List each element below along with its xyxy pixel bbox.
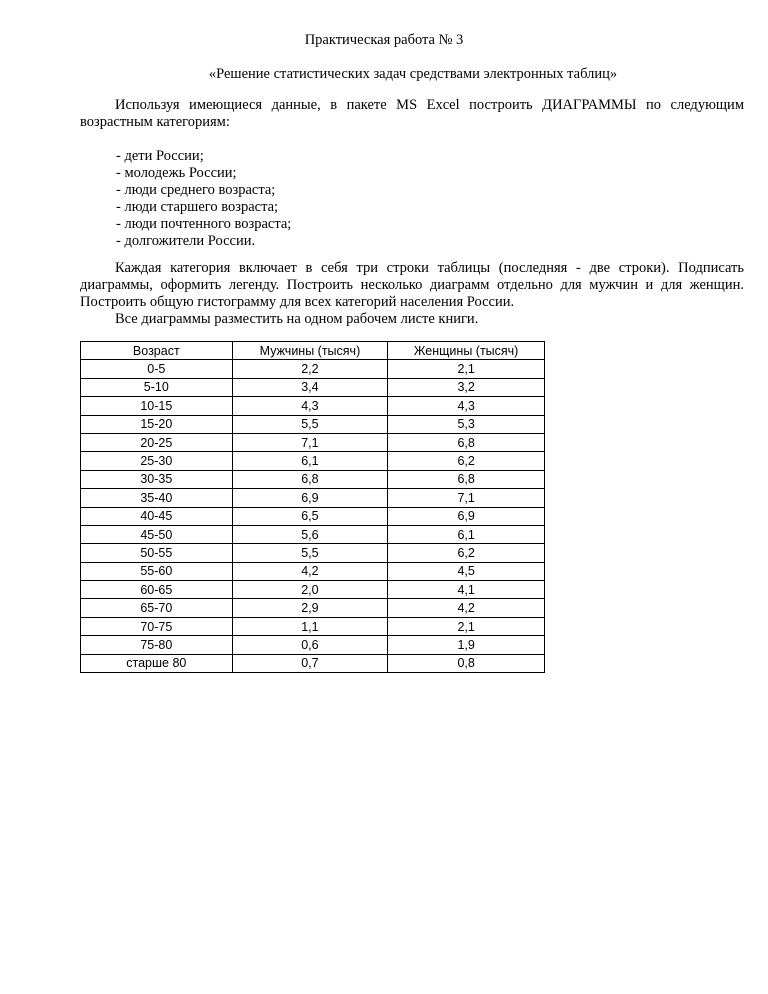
- list-item: - молодежь России;: [116, 165, 237, 181]
- cell-age: 35-40: [81, 489, 233, 507]
- cell-age: 40-45: [81, 507, 233, 525]
- list-item: - люди среднего возраста;: [116, 182, 276, 198]
- cell-men: 5,5: [232, 415, 388, 433]
- cell-age: 10-15: [81, 397, 233, 415]
- cell-women: 6,2: [388, 544, 545, 562]
- table-row: [81, 562, 545, 580]
- page-subtitle: «Решение статистических задач средствами электронных таблиц»: [208, 66, 618, 82]
- cell-age: 5-10: [81, 378, 233, 396]
- header-age: Возраст: [81, 342, 233, 360]
- cell-men: 0,6: [232, 636, 388, 654]
- cell-men: 2,2: [232, 360, 388, 378]
- table-row: [81, 360, 545, 378]
- cell-age: старше 80: [81, 654, 233, 672]
- cell-women: 2,1: [388, 617, 545, 635]
- population-table: [80, 341, 545, 673]
- table-row: [81, 378, 545, 396]
- cell-women: 5,3: [388, 415, 545, 433]
- cell-age: 50-55: [81, 544, 233, 562]
- cell-women: 3,2: [388, 378, 545, 396]
- list-item: - люди почтенного возраста;: [116, 216, 292, 232]
- category-list: [116, 148, 291, 250]
- list-item: - долгожители России.: [116, 233, 256, 249]
- table-header-row: [81, 342, 545, 360]
- cell-age: 25-30: [81, 452, 233, 470]
- cell-age: 65-70: [81, 599, 233, 617]
- intro-text: Используя имеющиеся данные, в пакете MS Excel построить ДИАГРАММЫ по следующим возрастным категориям:: [80, 97, 744, 130]
- cell-women: 4,1: [388, 581, 545, 599]
- cell-women: 6,2: [388, 452, 545, 470]
- cell-age: 45-50: [81, 525, 233, 543]
- table-row: [81, 525, 545, 543]
- cell-men: 5,6: [232, 525, 388, 543]
- page-title: Практическая работа № 3: [304, 32, 464, 48]
- cell-women: 4,2: [388, 599, 545, 617]
- cell-women: 4,3: [388, 397, 545, 415]
- instructions-text: Каждая категория включает в себя три строки таблицы (последняя - две строки). Подписать диаграммы, оформить легенду. Построить несколько диаграмм отдельно для мужчин и для женщин. Построить общую гистограмму для всех категорий населения России.: [80, 260, 744, 310]
- table-row: [81, 507, 545, 525]
- instructions-paragraph: [80, 260, 744, 311]
- intro-paragraph: [80, 97, 744, 131]
- table-row: [81, 489, 545, 507]
- table-row: [81, 452, 545, 470]
- cell-men: 6,5: [232, 507, 388, 525]
- table-row: [81, 397, 545, 415]
- cell-women: 0,8: [388, 654, 545, 672]
- table-row: [81, 636, 545, 654]
- cell-men: 5,5: [232, 544, 388, 562]
- cell-men: 6,1: [232, 452, 388, 470]
- cell-men: 3,4: [232, 378, 388, 396]
- table-row: [81, 581, 545, 599]
- cell-age: 70-75: [81, 617, 233, 635]
- placement-text: Все диаграммы разместить на одном рабочем листе книги.: [115, 311, 479, 327]
- table-row: [81, 470, 545, 488]
- cell-age: 15-20: [81, 415, 233, 433]
- cell-age: 75-80: [81, 636, 233, 654]
- cell-women: 1,9: [388, 636, 545, 654]
- cell-age: 20-25: [81, 433, 233, 451]
- cell-age: 55-60: [81, 562, 233, 580]
- cell-age: 30-35: [81, 470, 233, 488]
- cell-men: 0,7: [232, 654, 388, 672]
- cell-age: 60-65: [81, 581, 233, 599]
- cell-men: 6,9: [232, 489, 388, 507]
- table-row: [81, 617, 545, 635]
- placement-paragraph: [80, 311, 744, 328]
- cell-men: 6,8: [232, 470, 388, 488]
- cell-women: 6,8: [388, 470, 545, 488]
- cell-women: 7,1: [388, 489, 545, 507]
- cell-women: 4,5: [388, 562, 545, 580]
- cell-men: 2,9: [232, 599, 388, 617]
- table-row: [81, 654, 545, 672]
- table-row: [81, 415, 545, 433]
- cell-age: 0-5: [81, 360, 233, 378]
- table-row: [81, 599, 545, 617]
- header-women: Женщины (тысяч): [388, 342, 545, 360]
- cell-men: 1,1: [232, 617, 388, 635]
- cell-women: 6,8: [388, 433, 545, 451]
- table-row: [81, 544, 545, 562]
- list-item: - дети России;: [116, 148, 204, 164]
- cell-men: 4,2: [232, 562, 388, 580]
- cell-women: 6,9: [388, 507, 545, 525]
- list-item: - люди старшего возраста;: [116, 199, 279, 215]
- cell-men: 2,0: [232, 581, 388, 599]
- cell-men: 7,1: [232, 433, 388, 451]
- table-row: [81, 433, 545, 451]
- cell-men: 4,3: [232, 397, 388, 415]
- header-men: Мужчины (тысяч): [232, 342, 388, 360]
- cell-women: 6,1: [388, 525, 545, 543]
- cell-women: 2,1: [388, 360, 545, 378]
